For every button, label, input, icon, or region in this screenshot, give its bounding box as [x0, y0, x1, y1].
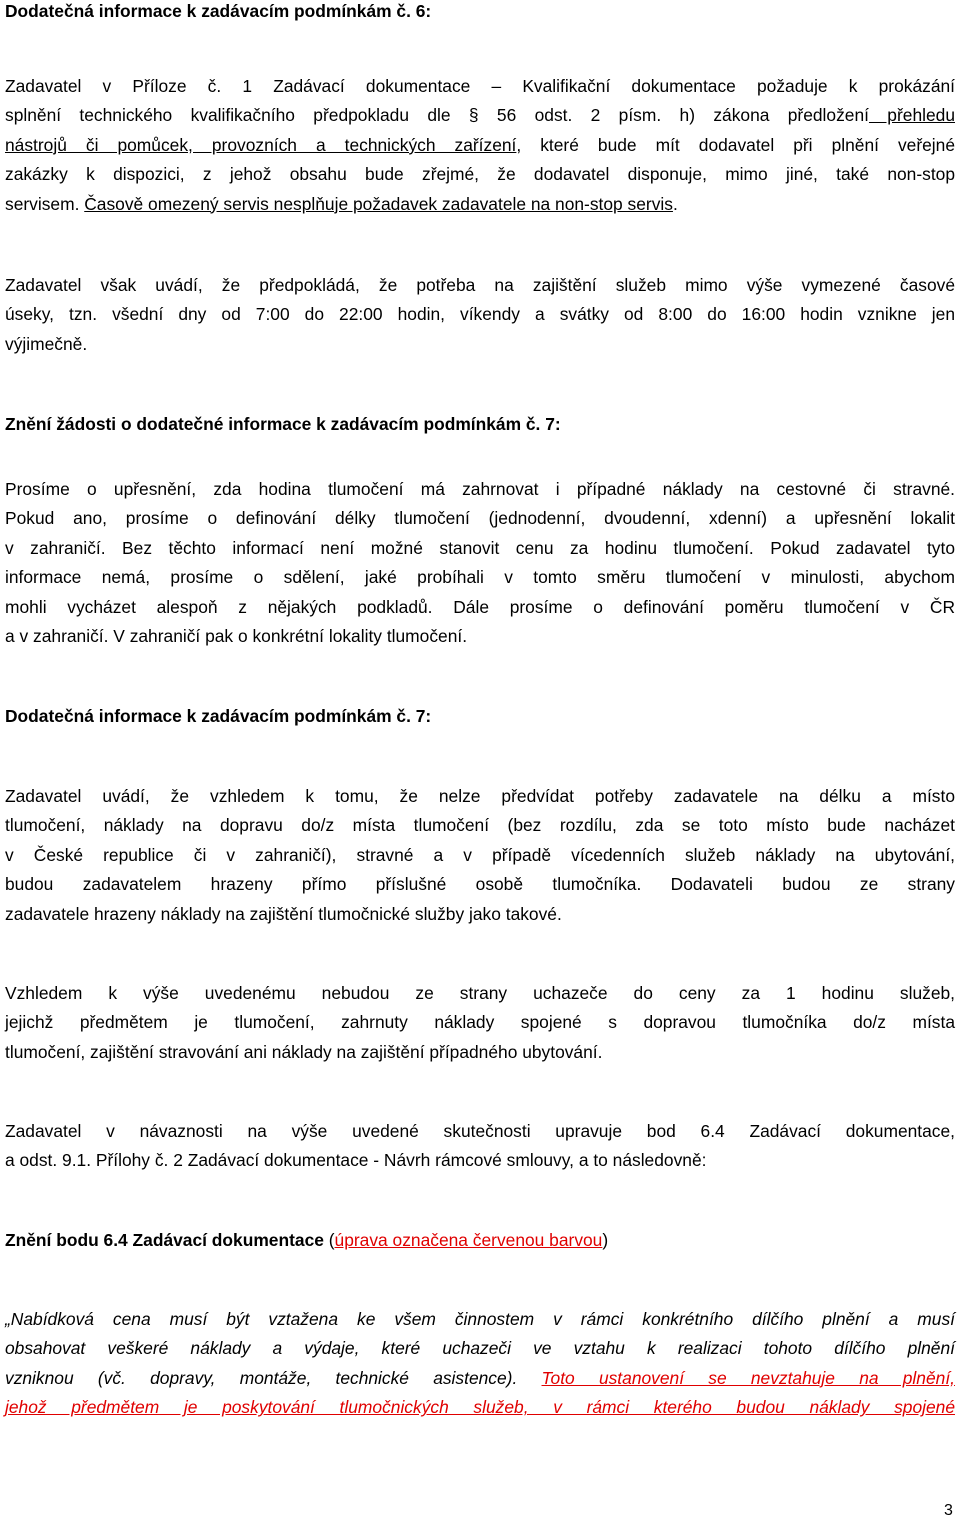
paragraph-requirement: [5, 72, 955, 219]
text-line: Zadavatel v návaznosti na výše uvedené skutečnosti upravuje bod 6.4 Zadávací dokumentace,: [5, 1121, 955, 1141]
text-line: Zadavatel však uvádí, že předpokládá, že potřeba na zajištění služeb mimo výše vymezené časové: [5, 275, 955, 295]
underlined-text: Časově omezený servis nesplňuje požadavek zadavatele na non-stop servis: [84, 193, 673, 214]
paragraph-amendment: [5, 1117, 955, 1176]
text-line: v České republice či v zahraničí), stravné a v případě vícedenních služeb náklady na ubytování,: [5, 844, 955, 865]
text-span: servisem.: [5, 193, 85, 214]
paren-close: ): [602, 1230, 609, 1250]
text-line: mohli vycházet alespoň z nějakých podkladů. Dále prosíme o definování poměru tlumočení v ČR: [5, 596, 955, 617]
text-span: splnění technického kvalifikačního předpokladu dle § 56 odst. 2 písm. h) zákona předložení: [5, 105, 869, 126]
underlined-text: nástrojů či pomůcek, provozních a technických zařízení: [5, 134, 517, 155]
text-line: zadavatele hrazeny náklady na zajištění tlumočnické služby jako takové.: [5, 903, 562, 924]
text-line: Zadavatel v Příloze č. 1 Zadávací dokumentace – Kvalifikační dokumentace požaduje k prokázání: [5, 76, 955, 96]
text-line: a v zahraničí. V zahraničí pak o konkrétní lokality tlumočení.: [5, 626, 468, 647]
text-line: jejichž předmětem je tlumočení, zahrnuty náklady spojené s dopravou tlumočníka do/z místa: [5, 1012, 955, 1033]
heading-bold: Znění bodu 6.4 Zadávací dokumentace: [5, 1230, 324, 1250]
text-line: informace nemá, prosíme o sdělení, jaké probíhali v tomto směru tlumočení v minulosti, abychom: [5, 567, 955, 588]
text-span: , které bude mít dodavatel při plnění veřejné: [516, 134, 955, 155]
underlined-text: přehledu: [868, 105, 955, 126]
text-line: tlumočení, náklady na dopravu do/z místa tlumočení (bez rozdílu, zda se toto místo bude nacházet: [5, 815, 955, 836]
text-span: .: [672, 193, 678, 214]
quoted-clause: [5, 1305, 955, 1423]
text-line: výjimečně.: [5, 333, 88, 354]
paragraph-answer: [5, 782, 955, 929]
red-note: úprava označena červenou barvou: [334, 1230, 603, 1250]
text-line: Prosíme o upřesnění, zda hodina tlumočení má zahrnovat i případné náklady na cestovné či stravné.: [5, 479, 955, 499]
red-underlined-text: Toto ustanovení se nevztahuje na plnění,: [541, 1367, 955, 1388]
text-line: [5, 131, 955, 160]
text-line: [5, 190, 955, 219]
text-line: „Nabídková cena musí být vztažena ke všem činnostem v rámci konkrétního dílčího plnění a musí: [5, 1309, 955, 1329]
text-line: budou zadavatelem hrazeny přímo příslušné osobě tlumočníka. Dodavateli budou ze strany: [5, 874, 955, 895]
text-line: obsahovat veškeré náklady a výdaje, které uchazeči ve vztahu k realizaci tohoto dílčího plnění: [5, 1338, 955, 1359]
heading-section-6-4: [5, 1226, 955, 1255]
text-line: v zahraničí. Bez těchto informací není možné stanovit cenu za hodinu tlumočení. Pokud zadavatel tyto: [5, 537, 955, 558]
text-line: Vzhledem k výše uvedenému nebudou ze strany uchazeče do ceny za 1 hodinu služeb,: [5, 983, 955, 1003]
page-number: 3: [944, 1502, 953, 1519]
paragraph-request-text: [5, 475, 955, 651]
text-line: [5, 1364, 955, 1393]
text-line: tlumočení, zajištění stravování ani náklady na zajištění případného ubytování.: [5, 1041, 603, 1062]
text-line: úseky, tzn. všední dny od 7:00 do 22:00 hodin, víkendy a svátky od 8:00 do 16:00 hodin vznikne jen: [5, 304, 955, 325]
text-line: Pokud ano, prosíme o definování délky tlumočení (jednodenní, dvoudenní, xdenní) a upřesnění lokalit: [5, 508, 955, 529]
text-line: zakázky k dispozici, z jehož obsahu bude zřejmé, že dodavatel disponuje, mimo jiné, také non-stop: [5, 164, 955, 185]
text-line: Zadavatel uvádí, že vzhledem k tomu, že nelze předvídat potřeby zadavatele na délku a místo: [5, 786, 955, 806]
text-line: a odst. 9.1. Přílohy č. 2 Zadávací dokumentace - Návrh rámcové smlouvy, a to následovně:: [5, 1150, 707, 1171]
paren-open: (: [323, 1230, 335, 1250]
heading-info-6: Dodatečná informace k zadávacím podmínkám č. 6:: [5, 1, 432, 21]
text-line: [5, 101, 955, 130]
heading-request-7: Znění žádosti o dodatečné informace k zadávacím podmínkám č. 7:: [5, 414, 561, 434]
paragraph-price-exclusion: [5, 979, 955, 1067]
red-underlined-line: jehož předmětem je poskytování tlumočnických služeb, v rámci kterého budou náklady spojené: [5, 1397, 955, 1418]
text-span: vzniknou (vč. dopravy, montáže, technické asistence).: [5, 1367, 542, 1388]
paragraph-service-hours: [5, 271, 955, 359]
heading-info-7: Dodatečná informace k zadávacím podmínkám č. 7:: [5, 706, 432, 726]
